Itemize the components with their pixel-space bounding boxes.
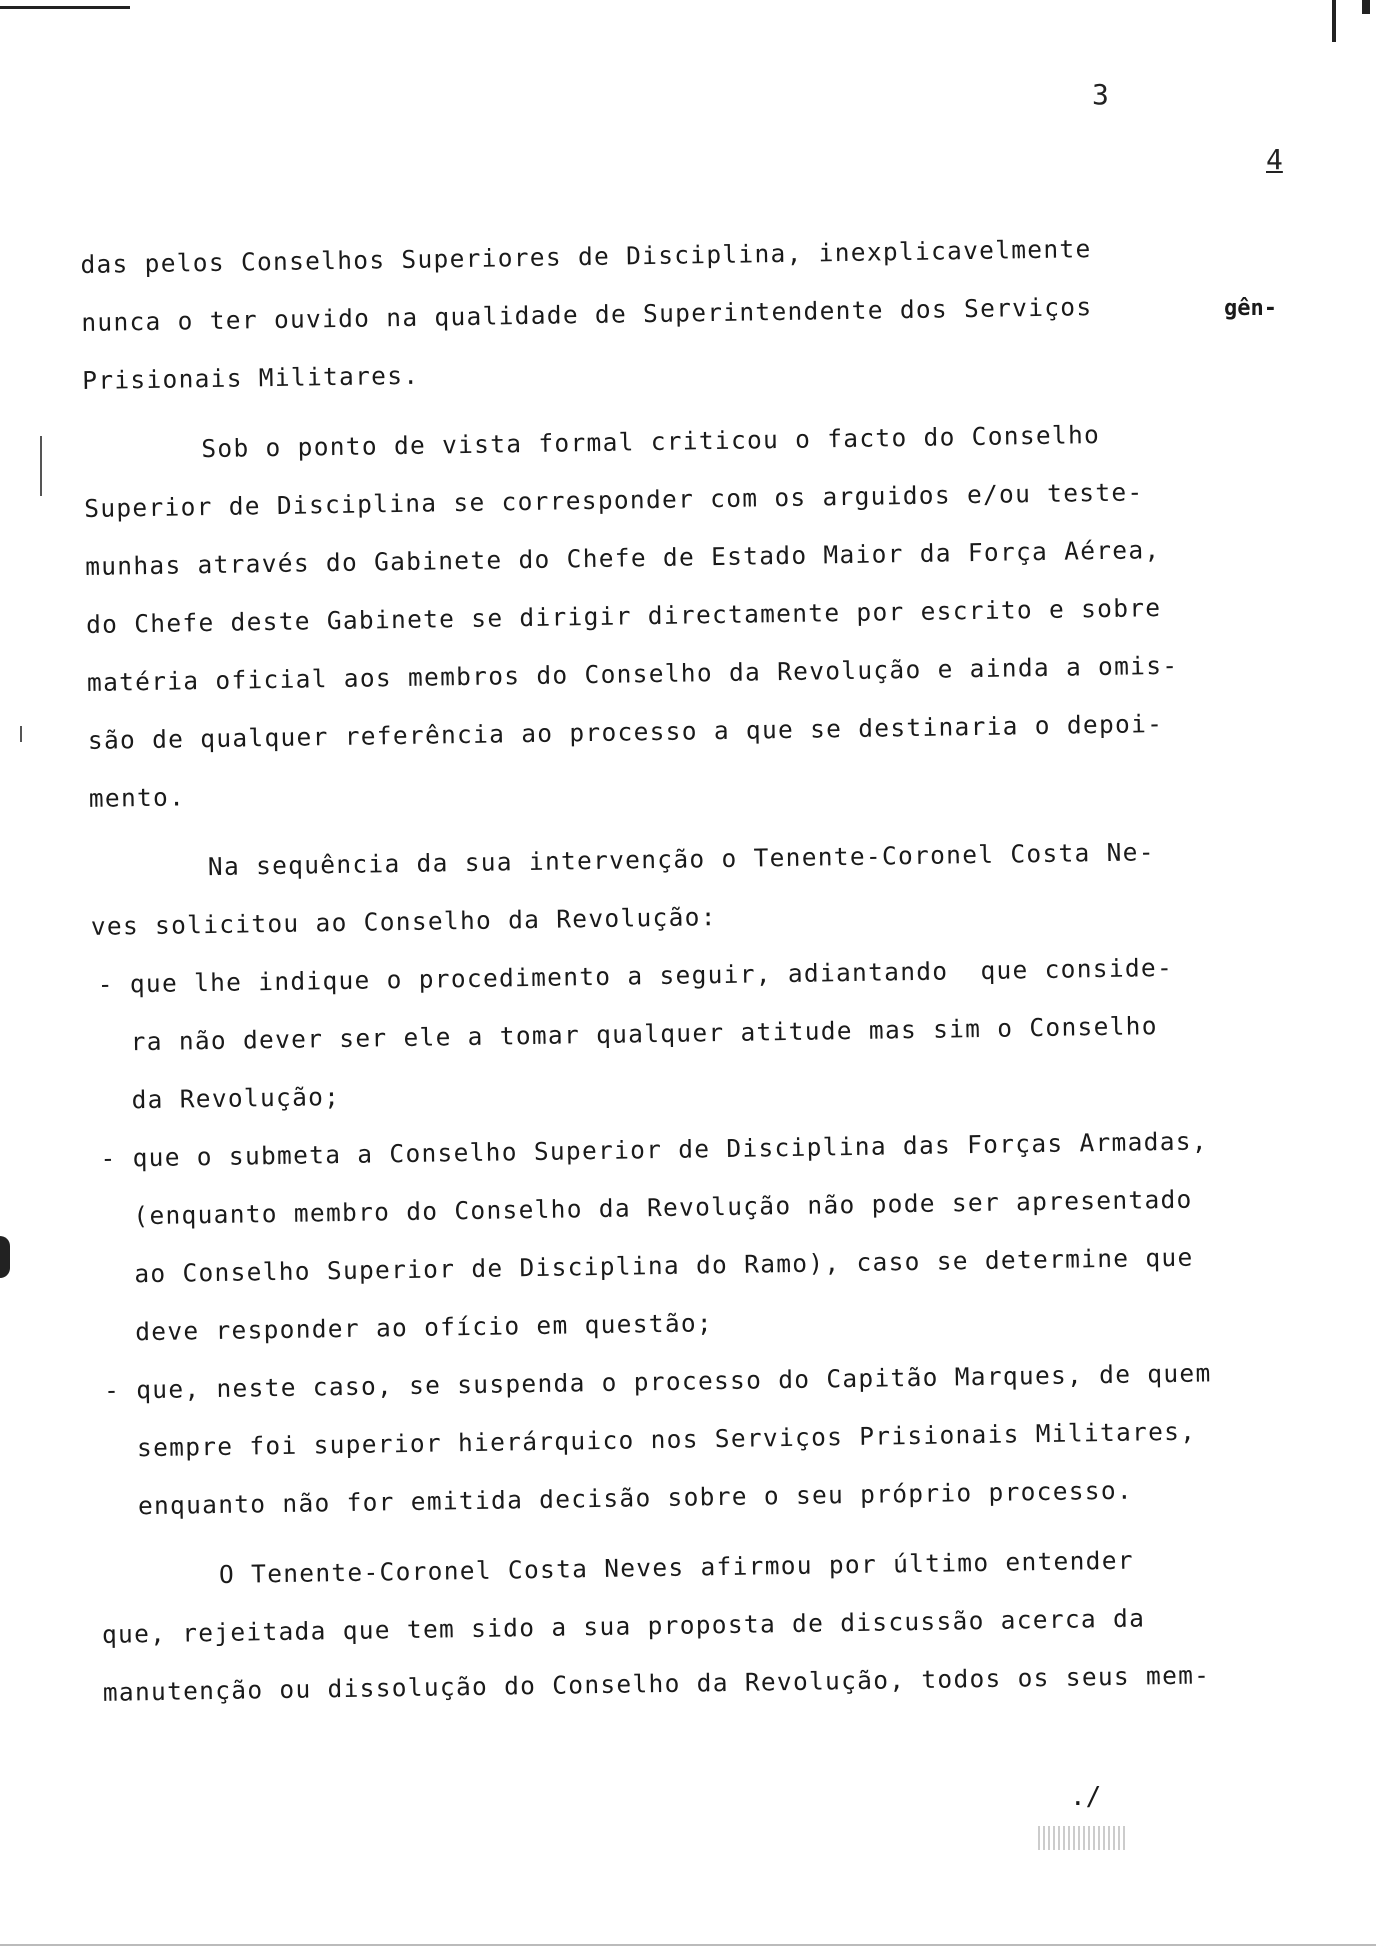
bullet-marker: - bbox=[100, 1143, 117, 1173]
text-line: da Revolução; bbox=[131, 1082, 341, 1115]
paragraph bbox=[101, 1530, 1254, 1722]
scan-smudge bbox=[1038, 1826, 1128, 1850]
scan-edge-mark bbox=[0, 1236, 10, 1278]
bullet-marker: - bbox=[97, 969, 115, 999]
bullet-marker: - bbox=[103, 1375, 121, 1405]
scan-edge-mark bbox=[1362, 0, 1370, 14]
text-line: que lhe indique o procedimento a seguir, adiantando que conside- bbox=[129, 952, 1174, 999]
scan-edge-mark bbox=[0, 1944, 1376, 1946]
text-line: (enquanto membro do Conselho da Revolução não pode ser apresentado bbox=[133, 1184, 1193, 1231]
text-line: são de qualquer referência ao processo a que se destinaria o depoi- bbox=[87, 709, 1164, 755]
paragraph bbox=[83, 404, 1239, 828]
scan-edge-mark bbox=[40, 436, 42, 496]
text-line: que, rejeitada que tem sido a sua proposta de discussão acerca da bbox=[101, 1603, 1146, 1649]
document-body bbox=[80, 218, 1253, 1722]
page-number-secondary: 4 bbox=[1266, 143, 1283, 176]
scan-edge-mark bbox=[1332, 0, 1336, 42]
text-line: O Tenente-Coronel Costa Neves afirmou por último entender bbox=[218, 1545, 1135, 1589]
scan-edge-mark bbox=[20, 726, 22, 742]
text-line: munhas através do Gabinete do Chefe de Estado Maior da Força Aérea, bbox=[84, 535, 1161, 581]
list-item bbox=[94, 1112, 1248, 1362]
text-line: nunca o ter ouvido na qualidade de Superintendente dos Serviços bbox=[81, 292, 1093, 337]
text-line: ra não dever ser ele a tomar qualquer atitude mas sim o Conselho bbox=[130, 1011, 1158, 1057]
text-line: mento. bbox=[88, 782, 186, 813]
text-line: Superior de Disciplina se corresponder com os arguidos e/ou teste- bbox=[84, 477, 1144, 523]
paragraph bbox=[80, 218, 1233, 410]
text-line: enquanto não for emitida decisão sobre o seu próprio processo. bbox=[137, 1475, 1134, 1521]
text-line: deve responder ao ofício em questão; bbox=[134, 1308, 714, 1347]
margin-note: gên- bbox=[1224, 296, 1277, 321]
text-line: que, neste caso, se suspenda o processo do Capitão Marques, de quem bbox=[136, 1358, 1212, 1405]
text-line: das pelos Conselhos Superiores de Disciplina, inexplicavelmente bbox=[80, 234, 1092, 279]
text-line: que o submeta a Conselho Superior de Disciplina das Forças Armadas, bbox=[132, 1126, 1209, 1173]
text-line: sempre foi superior hierárquico nos Serviços Prisionais Militares, bbox=[136, 1416, 1197, 1463]
list-item bbox=[98, 1344, 1251, 1536]
continuation-mark: ./ bbox=[1070, 1782, 1102, 1812]
list-item bbox=[91, 938, 1244, 1130]
text-line: manutenção ou dissolução do Conselho da Revolução, todos os seus mem- bbox=[102, 1660, 1211, 1707]
text-line: do Chefe deste Gabinete se dirigir directamente por escrito e sobre bbox=[85, 593, 1162, 639]
paragraph bbox=[89, 822, 1241, 956]
text-line: Prisionais Militares. bbox=[82, 360, 420, 395]
page-number: 3 bbox=[1092, 78, 1109, 111]
scan-edge-mark bbox=[0, 6, 130, 9]
text-line: ves solicitou ao Conselho da Revolução: bbox=[90, 902, 717, 941]
text-line: Na sequência da sua intervenção o Tenente-Coronel Costa Ne- bbox=[207, 837, 1155, 882]
text-line: ao Conselho Superior de Disciplina do Ramo), caso se determine que bbox=[134, 1242, 1194, 1289]
text-line: Sob o ponto de vista formal criticou o facto do Conselho bbox=[201, 420, 1101, 464]
text-line: matéria oficial aos membros do Conselho da Revolução e ainda a omis- bbox=[86, 650, 1179, 697]
